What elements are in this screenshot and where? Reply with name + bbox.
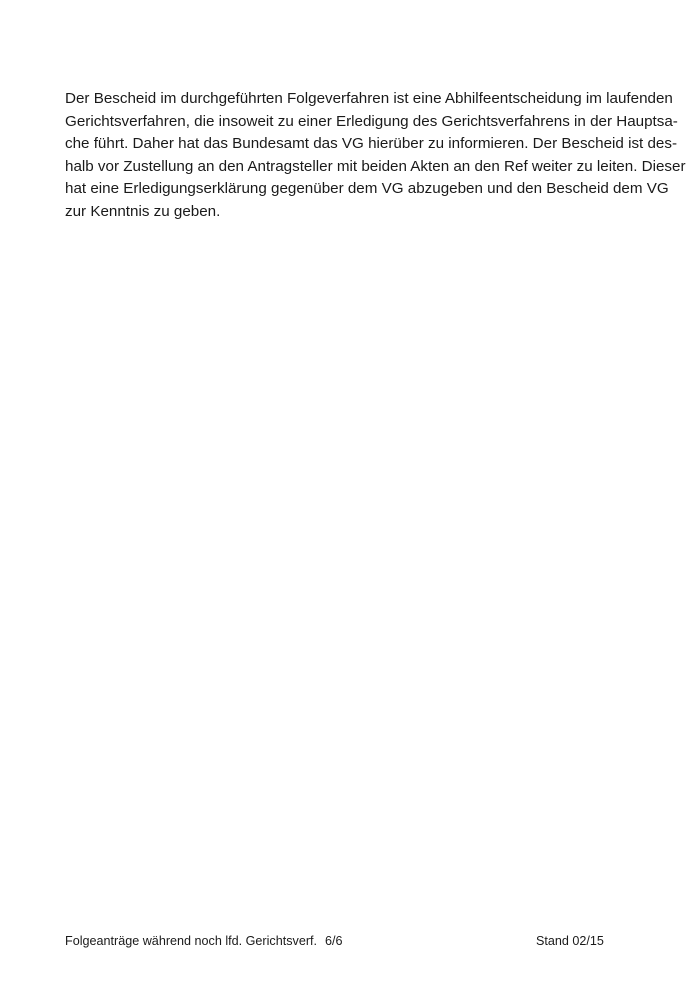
footer-document-title: Folgeanträge während noch lfd. Gerichtsverf.	[65, 934, 318, 948]
paragraph-line: Gerichtsverfahren, die insoweit zu einer Erledigung des Gerichtsverfahrens in der Hauptsa-	[65, 112, 678, 130]
paragraph-line: Der Bescheid im durchgeführten Folgeverfahren ist eine Abhilfeentscheidung im laufenden	[65, 90, 673, 107]
footer-version-date: Stand 02/15	[536, 934, 604, 948]
body-paragraph	[65, 88, 686, 223]
paragraph-line: hat eine Erledigungserklärung gegenüber dem VG abzugeben und den Bescheid dem VG	[65, 180, 669, 197]
paragraph-line: che führt. Daher hat das Bundesamt das VG hierüber zu informieren. Der Bescheid ist des-	[65, 135, 678, 152]
paragraph-line: zur Kenntnis zu geben.	[65, 202, 221, 220]
paragraph-line: halb vor Zustellung an den Antragsteller mit beiden Akten an den Ref weiter zu leiten. Dieser	[65, 157, 686, 175]
footer-page-number: 6/6	[325, 934, 343, 948]
